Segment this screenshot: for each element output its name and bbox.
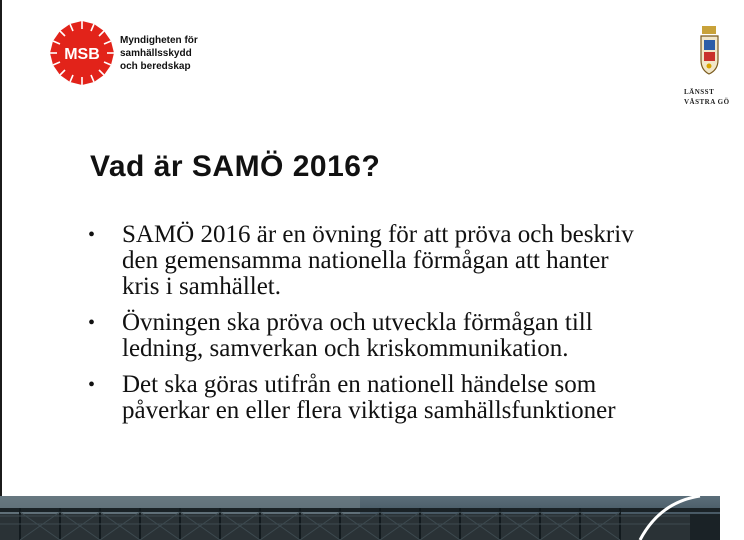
bullet-item <box>88 372 728 424</box>
bullet-1-line-3: kris i samhället. <box>122 273 281 300</box>
slide-left-border <box>0 0 2 540</box>
msb-organization-name <box>120 34 198 73</box>
county-name-line-1: LÄNSST <box>684 88 715 96</box>
bullet-1-line-2: den gemensamma nationella förmågan att hanter <box>122 247 609 274</box>
msb-logo <box>49 20 115 86</box>
bullet-2-line-2: ledning, samverkan och kriskommunikation. <box>122 335 569 362</box>
bullet-3-line-2: påverkar en eller flera viktiga samhällsfunktioner <box>122 397 616 424</box>
county-admin-name <box>684 87 744 107</box>
bullet-dot: • <box>88 312 96 334</box>
bullet-item <box>88 222 728 300</box>
msb-name-line-1: Myndigheten för <box>120 35 198 46</box>
bullet-dot: • <box>88 224 96 246</box>
bridge-photo-strip <box>0 496 720 540</box>
msb-name-line-3: och beredskap <box>120 61 191 72</box>
slide-title: Vad är SAMÖ 2016? <box>90 150 381 183</box>
bullet-dot: • <box>88 374 96 396</box>
county-crest-icon <box>700 26 724 78</box>
bullet-list <box>88 222 728 434</box>
bullet-2-line-1: Övningen ska pröva och utveckla förmågan till <box>122 309 593 336</box>
msb-name-line-2: samhällsskydd <box>120 48 192 59</box>
msb-logo-mark: MSB <box>64 46 100 63</box>
bullet-3-line-1: Det ska göras utifrån en nationell händelse som <box>122 371 597 398</box>
county-name-line-2: VÄSTRA GÖ <box>684 98 730 106</box>
bullet-1-line-1: SAMÖ 2016 är en övning för att pröva och beskriv <box>122 221 634 248</box>
bullet-item <box>88 310 728 362</box>
